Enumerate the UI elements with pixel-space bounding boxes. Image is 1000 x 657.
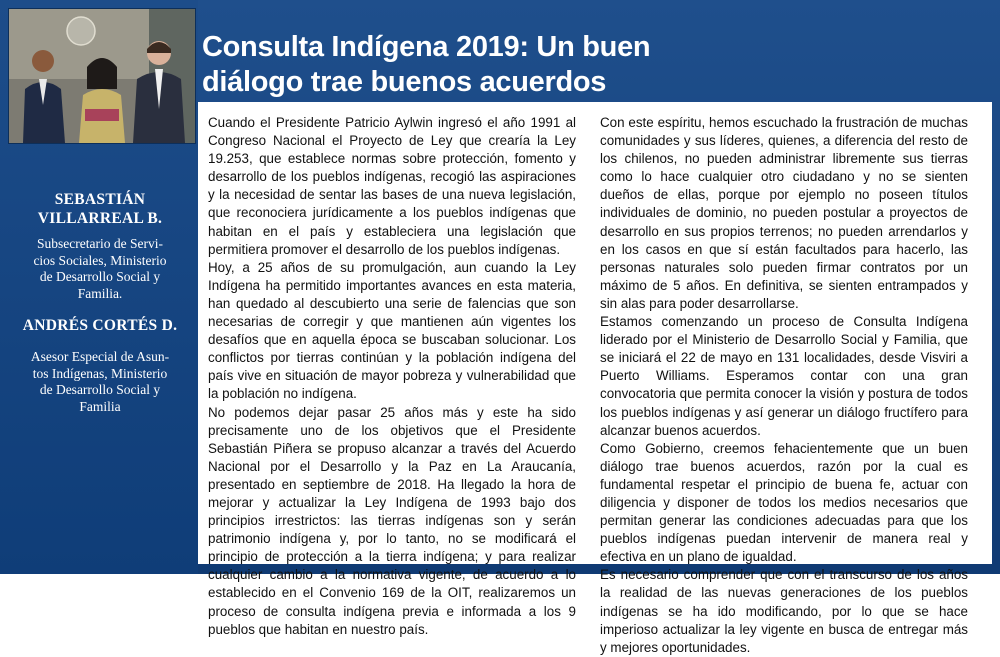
author-2-role-line: Asesor Especial de Asun- bbox=[30, 349, 170, 364]
paragraph: Estamos comenzando un proceso de Consulta Indígena liderado por el Ministerio de Desarrollo Social y Familia, que se iniciará el 22 de mayo en 131 localidades, desde Visviri a Puerto Williams. Esperamos contar con una gran convocatoria que permita conocer la visión y postura de todos los pueblos indígenas y así generar un diálogo fructífero para alcanzar buenos acuerdos. bbox=[600, 314, 968, 438]
author-1-role-line: cios Sociales, Ministerio bbox=[33, 252, 167, 268]
author-1-name bbox=[12, 190, 188, 228]
paragraph: Con este espíritu, hemos escuchado la frustración de muchas comunidades y sus líderes, quienes, a diferencia del resto de los chilenos, no pueden administrar libremente sus tierras como lo hace cualquier otro ciudadano y no se sienten dueños de ellas, porque por ejemplo no poseen títulos individuales de dominio, no pueden postular a proyectos de desarrollo en sus propios terrenos; no pueden arrendarlos y en los casos en que sí están facultados para hacerlo, las personas naturales solo pueden firmar contratos por un máximo de 5 años. En definitiva, se sienten entrampados y sin alas para poder desarrollarse. bbox=[600, 115, 968, 311]
authors-photo bbox=[8, 8, 196, 144]
title-line2: diálogo trae buenos acuerdos bbox=[202, 66, 607, 98]
author-1-role-line: Subsecretario de Servi- bbox=[37, 236, 163, 251]
author-2-role-line: de Desarrollo Social y bbox=[39, 382, 161, 397]
author-2 bbox=[12, 316, 188, 415]
author-1 bbox=[12, 190, 188, 302]
author-1-role bbox=[12, 236, 188, 302]
text-column-2 bbox=[600, 114, 968, 657]
author-2-name-line1: ANDRÉS CORTÉS D. bbox=[22, 317, 178, 334]
paragraph: Cuando el Presidente Patricio Aylwin ingresó el año 1991 al Congreso Nacional el Proyecto de Ley que crearía la Ley 19.253, que establece normas sobre protección, fomento y desarrollo de los pueblos indígenas, recogió las aspiraciones y la necesidad de sentar las bases de una nueva legislación, que reconociera jurídicamente a los pueblos indígenas que habitan en el país y estableciera una legislación que permitiera promover el desarrollo de los pueblos indígenas. bbox=[208, 115, 576, 257]
author-1-role-line: de Desarrollo Social y bbox=[39, 269, 161, 284]
article-body bbox=[198, 102, 992, 655]
author-1-name-line1: SEBASTIÁN bbox=[54, 191, 146, 208]
author-2-role-line: Familia bbox=[79, 398, 121, 414]
author-1-role-line: Familia. bbox=[77, 285, 123, 301]
article-title bbox=[202, 30, 762, 100]
people-photo-icon bbox=[9, 9, 195, 143]
author-2-role-line: tos Indígenas, Ministerio bbox=[32, 365, 168, 381]
paragraph: Como Gobierno, creemos fehacientemente que un buen diálogo trae buenos acuerdos, razón por la cual es fundamental respetar el principio de buena fe, actuar con diligencia y disponer de todos los medios necesarios que permitan generar las condiciones adecuadas para que los pueblos indígenas puedan intervenir de manera real y efectiva en un plano de igualdad. bbox=[600, 440, 968, 565]
paragraph: Hoy, a 25 años de su promulgación, aun cuando la Ley Indígena ha permitido importantes avances en esta materia, han quedado al descubierto una serie de falencias que son necesarias de corregir y que mantienen aún vigentes los desafíos que en aquella época se buscaban solucionar. Los conflictos por tierras continúan y la población indígena del país vive en situación de mayor pobreza y vulnerabilidad que la población no indígena. bbox=[208, 259, 576, 402]
title-line1: Consulta Indígena 2019: Un buen bbox=[202, 31, 651, 63]
paragraph: Es necesario comprender que con el transcurso de los años la realidad de las nuevas generaciones de los pueblos indígenas se ha ido modificando, por lo que se hace imperioso actualizar la ley vigente en busca de entregar más y mejores oportunidades. bbox=[600, 567, 968, 655]
author-2-name bbox=[12, 316, 188, 335]
text-column-1 bbox=[208, 114, 576, 639]
paragraph: No podemos dejar pasar 25 años más y este ha sido precisamente uno de los objetivos que el Presidente Sebastián Piñera se propuso alcanzar a través del Acuerdo Nacional por el Desarrollo y la Paz en La Araucanía, presentado en septiembre de 2018. Ha llegado la hora de mejorar y actualizar la Ley Indígena de 1993 bajo dos principios irrestrictos: las tierras indígenas son y serán patrimonio indígena y, por lo tanto, no se modificará el principio de protección a la tierra indígena; y para realizar cualquier cambio a la normativa vigente, de acuerdo a lo establecido en el Convenio 169 de la OIT, realizaremos un proceso de consulta indígena previa e informada a los 9 pueblos que habitan en nuestro país. bbox=[208, 404, 576, 637]
author-1-name-line2: VILLARREAL B. bbox=[37, 210, 163, 227]
author-2-role bbox=[12, 349, 188, 415]
